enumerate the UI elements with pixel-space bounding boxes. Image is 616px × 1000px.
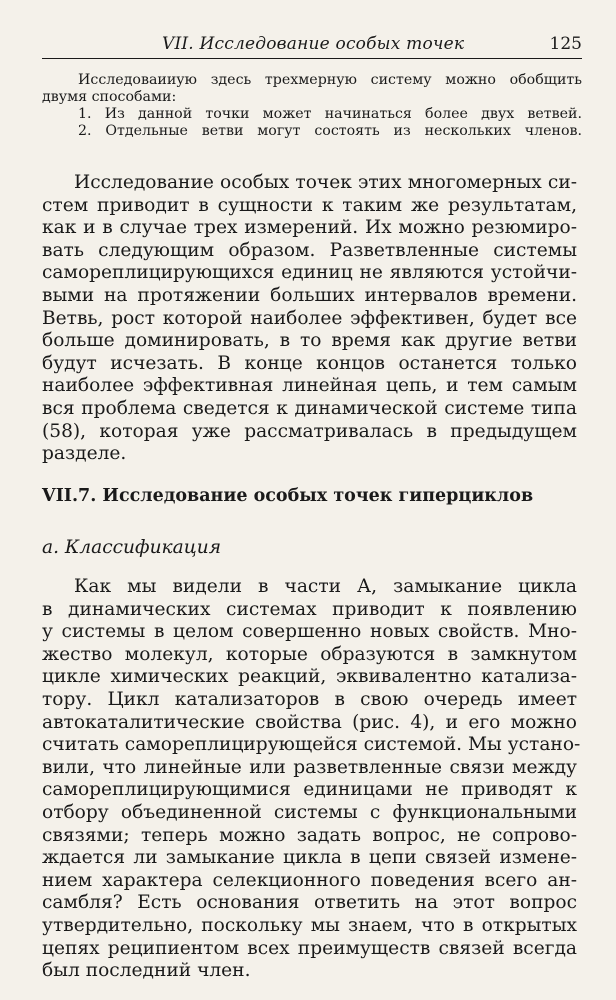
text-line: у системы в целом совершенно новых свойств. Мно-	[42, 621, 577, 643]
text-line: как и в случае трех измерений. Их можно резюмиро-	[42, 217, 577, 239]
paragraph-summary	[42, 172, 577, 466]
list-item: 1. Из данной точки может начинаться более двух ветвей.	[78, 106, 582, 122]
text-line: Как мы видели в части А, замыкание цикла	[74, 576, 577, 597]
list-item: 2. Отдельные ветви могут состоять из нескольких членов.	[78, 123, 582, 139]
intro-block	[42, 72, 582, 140]
text-line: утвердительно, поскольку мы знаем, что в открытых	[42, 914, 577, 936]
page-header	[42, 34, 582, 59]
subsection-title: a. Классификация	[42, 537, 222, 558]
text-line: цикле химических реакций, эквивалентно катализа-	[42, 666, 577, 688]
text-line: нием характера селекционного поведения всего ан-	[42, 869, 577, 891]
text-line: был последний член.	[42, 960, 251, 982]
section-title: VII.7. Исследование особых точек гиперциклов	[42, 486, 534, 506]
text-line: больше доминировать, в то время как другие ветви	[42, 330, 577, 352]
text-line: наиболее эффективная линейная цепь, и тем самым	[42, 375, 577, 397]
text-line: вся проблема сведется к динамической системе типа	[42, 397, 577, 419]
paragraph-classification	[42, 576, 581, 983]
text-line: самбля? Есть основания ответить на этот вопрос	[42, 892, 577, 914]
text-line: жество молекул, которые образуются в замкнутом	[42, 643, 577, 665]
text-line: в динамических системах приводит к появлению	[42, 598, 577, 620]
intro-line: двумя способами:	[42, 89, 177, 105]
text-line: вили, что линейные или разветвленные связи между	[42, 756, 577, 778]
text-line: Ветвь, рост которой наиболее эффективен, будет все	[42, 307, 577, 329]
text-line: самореплицирующимися единицами не приводят к	[42, 779, 577, 801]
intro-line: Исследоваииую здесь трехмерную систему можно обобщить	[78, 72, 582, 88]
text-line: отбору объединенной системы с функциональными	[42, 801, 577, 823]
text-line: тору. Цикл катализаторов в свою очередь имеет	[42, 688, 577, 710]
text-line: стем приводит в сущности к таким же результатам,	[42, 194, 577, 216]
text-line: (58), которая уже рассматривалась в предыдущем	[42, 420, 577, 442]
text-line: разделе.	[42, 443, 127, 465]
text-line: связями; теперь можно задать вопрос, не сопрово-	[42, 824, 577, 846]
running-head: VII. Исследование особых точек	[162, 34, 465, 54]
page-number: 125	[549, 34, 582, 54]
text-line: Исследование особых точек этих многомерных си-	[74, 172, 577, 193]
text-line: цепях реципиентом всех преимуществ связей всегда	[42, 937, 577, 959]
text-line: самореплицирующихся единиц не являются устойчи-	[42, 262, 577, 284]
text-line: ждается ли замыкание цикла в цепи связей измене-	[42, 847, 577, 869]
text-line: будут исчезать. В конце концов останется только	[42, 352, 577, 374]
text-line: автокаталитические свойства (рис. 4), и его можно	[42, 711, 577, 733]
text-line: считать самореплицирующейся системой. Мы устано-	[42, 734, 581, 756]
text-line: выми на протяжении больших интервалов времени.	[42, 284, 577, 306]
text-line: вать следующим образом. Разветвленные системы	[42, 239, 577, 261]
